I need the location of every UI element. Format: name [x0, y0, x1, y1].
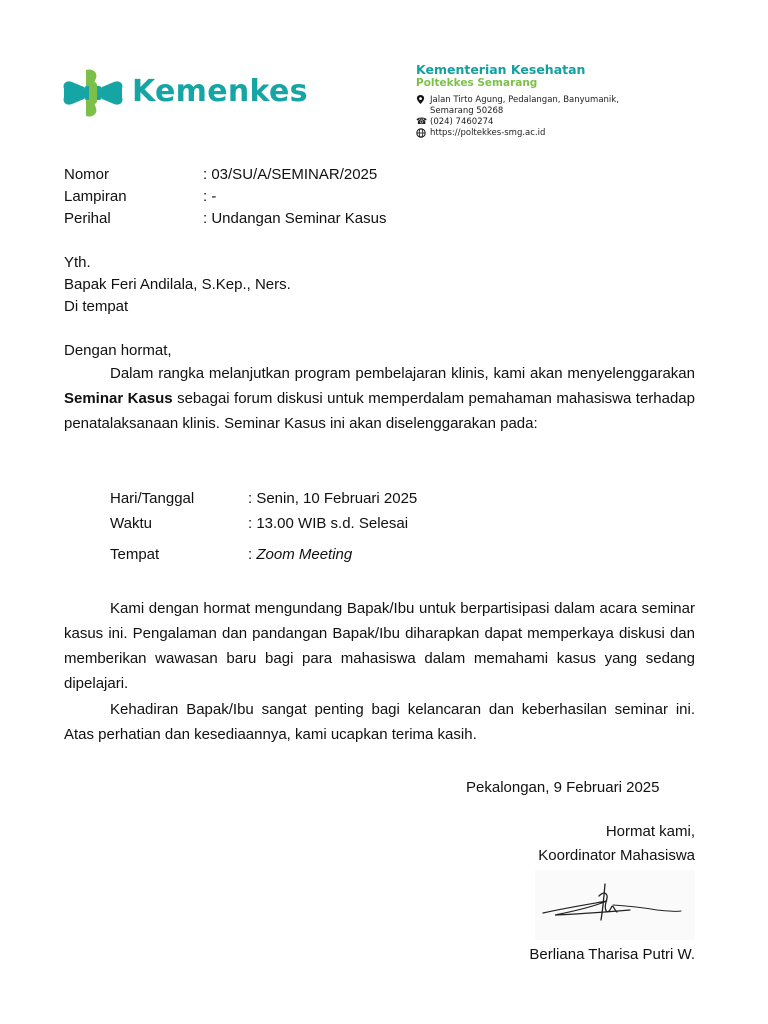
detail-prefix: :: [248, 546, 257, 563]
paragraph-intro-before: Dalam rangka melanjutkan program pembelajaran klinis, kami akan menyelenggarakan: [110, 365, 695, 382]
website-link[interactable]: https://poltekkes-smg.ac.id: [430, 128, 546, 138]
detail-row-date: [110, 486, 610, 511]
phone-row: [416, 117, 716, 128]
detail-label: Hari/Tanggal: [110, 490, 195, 507]
meta-value: : Undangan Seminar Kasus: [203, 210, 387, 227]
event-details: [110, 486, 610, 567]
globe-icon: [416, 128, 430, 142]
meta-label: Nomor: [64, 166, 110, 183]
address-row: [416, 95, 716, 117]
signer-name: Berliana Tharisa Putri W.: [529, 946, 695, 963]
paragraph-intro: [64, 361, 695, 436]
meta-row-perihal: [64, 208, 564, 230]
letter-meta: [64, 164, 564, 230]
kemenkes-logo-mark: [62, 68, 124, 118]
institution-block: [416, 62, 716, 142]
contact-info: [416, 95, 716, 142]
signature-block: [460, 820, 695, 868]
phone-number: (024) 7460274: [430, 117, 494, 127]
detail-value-italic: Zoom Meeting: [256, 546, 353, 563]
handwritten-signature: [535, 870, 695, 940]
place-date: Pekalongan, 9 Februari 2025: [466, 779, 660, 796]
address-line-2: Semarang 50268: [430, 106, 504, 116]
phone-icon: ☎: [416, 117, 428, 127]
kemenkes-logo: [62, 68, 332, 118]
meta-label: Lampiran: [64, 188, 127, 205]
paragraph-invitation: Kami dengan hormat mengundang Bapak/Ibu untuk berpartisipasi dalam acara seminar kasus ini. Pengalaman dan pandangan Bapak/Ibu diharapkan dapat memperkaya diskusi dan memberikan wawasan baru bagi para mahasiswa dalam memahami kasus yang sedang dipelajari.: [64, 600, 695, 692]
detail-row-time: [110, 511, 610, 536]
website-row: [416, 128, 716, 142]
address-line-1: Jalan Tirto Agung, Pedalangan, Banyumanik,: [430, 95, 619, 105]
meta-value: : -: [203, 188, 217, 205]
detail-row-place: [110, 542, 610, 567]
detail-label: Waktu: [110, 515, 152, 532]
recipient-place: Di tempat: [64, 298, 129, 315]
recipient-name: Bapak Feri Andilala, S.Kep., Ners.: [64, 276, 291, 293]
paragraph-intro-bold: Seminar Kasus: [64, 390, 173, 407]
paragraph-intro-after: sebagai forum diskusi untuk memperdalam pemahaman mahasiswa terhadap penatalaksanaan klinis. Seminar Kasus ini akan diselenggarakan pada:: [64, 390, 695, 432]
recipient-block: [64, 252, 291, 318]
regards: Hormat kami,: [605, 823, 695, 840]
map-pin-icon: [416, 95, 430, 109]
meta-value: : 03/SU/A/SEMINAR/2025: [203, 166, 378, 183]
detail-label: Tempat: [110, 546, 160, 563]
logo-wordmark: Kemenkes: [132, 74, 308, 109]
meta-row-nomor: [64, 164, 564, 186]
paragraph-closing: Kehadiran Bapak/Ibu sangat penting bagi kelancaran dan keberhasilan seminar ini. Atas perhatian dan kesediaannya, kami ucapkan terima kasih.: [64, 701, 695, 743]
signer-role: Koordinator Mahasiswa: [538, 847, 695, 864]
meta-row-lampiran: [64, 186, 564, 208]
greeting: Dengan hormat,: [64, 342, 172, 359]
detail-value: : 13.00 WIB s.d. Selesai: [248, 515, 409, 532]
meta-label: Perihal: [64, 210, 111, 227]
institution-name: Kementerian Kesehatan: [416, 62, 586, 77]
detail-value: : Senin, 10 Februari 2025: [248, 490, 418, 507]
recipient-yth: Yth.: [64, 254, 91, 271]
detail-value: [248, 542, 352, 567]
institution-sub: Poltekkes Semarang: [416, 77, 538, 89]
